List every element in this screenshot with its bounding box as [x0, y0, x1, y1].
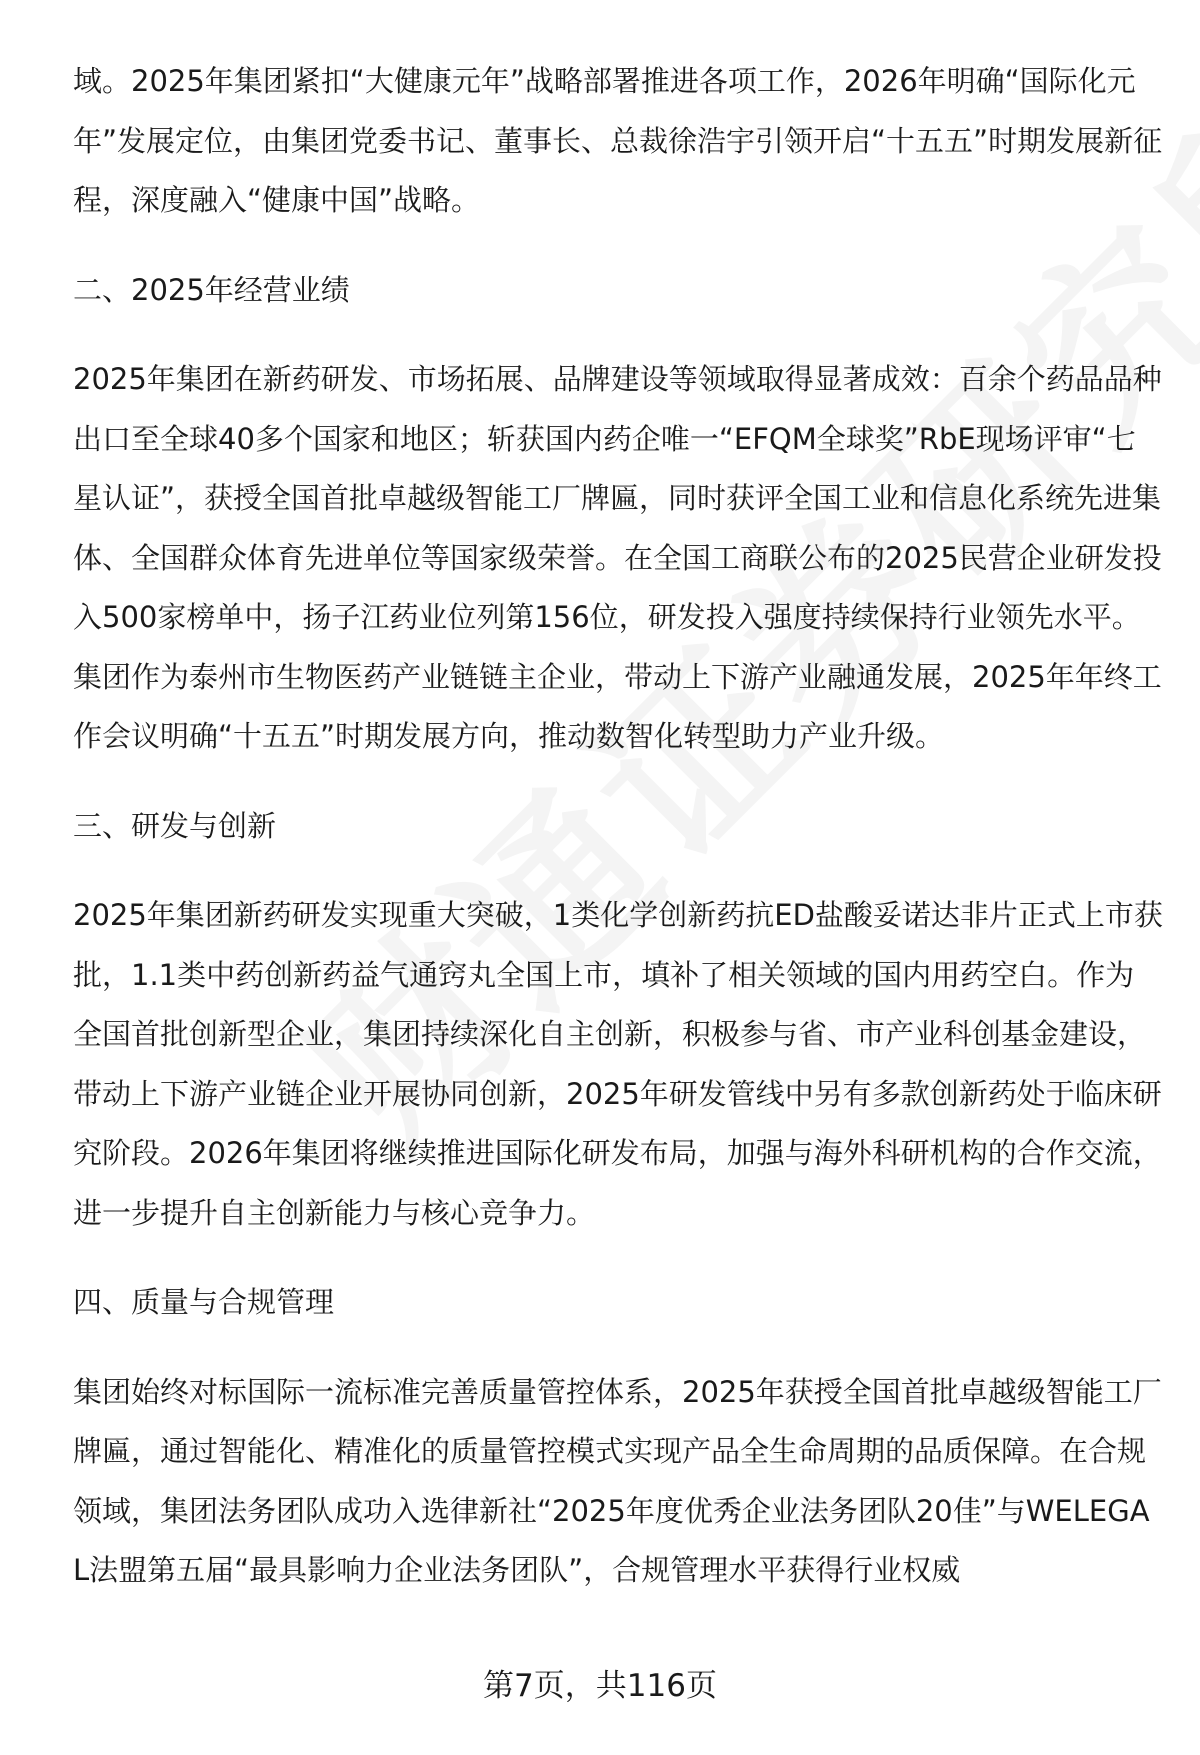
intro-paragraph: 域。2025年集团紧扣“大健康元年”战略部署推进各项工作，2026年明确“国际化元年”发展定位，由集团党委书记、董事长、总裁徐浩宇引领开启“十五五”时期发展新征程，深度融入“健康中国”战略。 [73, 64, 1163, 217]
page-number: 第7页，共116页 [483, 1668, 717, 1704]
section-2-paragraph: 2025年集团在新药研发、市场拓展、品牌建设等领域取得显著成效：百余个药品品种出口至全球40多个国家和地区；斩获国内药企唯一“EFQM全球奖”RbE现场评审“七星认证”，获授全国首批卓越级智能工厂牌匾，同时获评全国工业和信息化系统先进集体、全国群众体育先进单位等国家级荣誉。在全国工商联公布的2025民营企业研发投入500家榜单中，扬子江药业位列第156位，研发投入强度持续保持行业领先水平。集团作为泰州市生物医药产业链链主企业，带动上下游产业融通发展，2025年年终工作会议明确“十五五”时期发展方向，推动数智化转型助力产业升级。 [73, 362, 1162, 753]
section-2-heading: 二、2025年经营业绩 [73, 272, 350, 307]
section-3-paragraph: 2025年集团新药研发实现重大突破，1类化学创新药抗ED盐酸妥诺达非片正式上市获批，1.1类中药创新药益气通窍丸全国上市，填补了相关领域的国内用药空白。作为全国首批创新型企业，集团持续深化自主创新，积极参与省、市产业科创基金建设，带动上下游产业链企业开展协同创新，2025年研发管线中另有多款创新药处于临床研究阶段。2026年集团将继续推进国际化研发布局，加强与海外科研机构的合作交流，进一步提升自主创新能力与核心竞争力。 [73, 898, 1163, 1230]
section-4-paragraph: 集团始终对标国际一流标准完善质量管控体系，2025年获授全国首批卓越级智能工厂牌匾，通过智能化、精准化的质量管控模式实现产品全生命周期的品质保障。在合规领域，集团法务团队成功入选律新社“2025年度优秀企业法务团队20佳”与WELEGAL法盟第五届“最具影响力企业法务团队”，合规管理水平获得行业权威 [73, 1374, 1162, 1587]
section-4-heading: 四、质量与合规管理 [73, 1285, 335, 1319]
document-body [73, 52, 1163, 1601]
section-3-heading: 三、研发与创新 [73, 808, 277, 843]
